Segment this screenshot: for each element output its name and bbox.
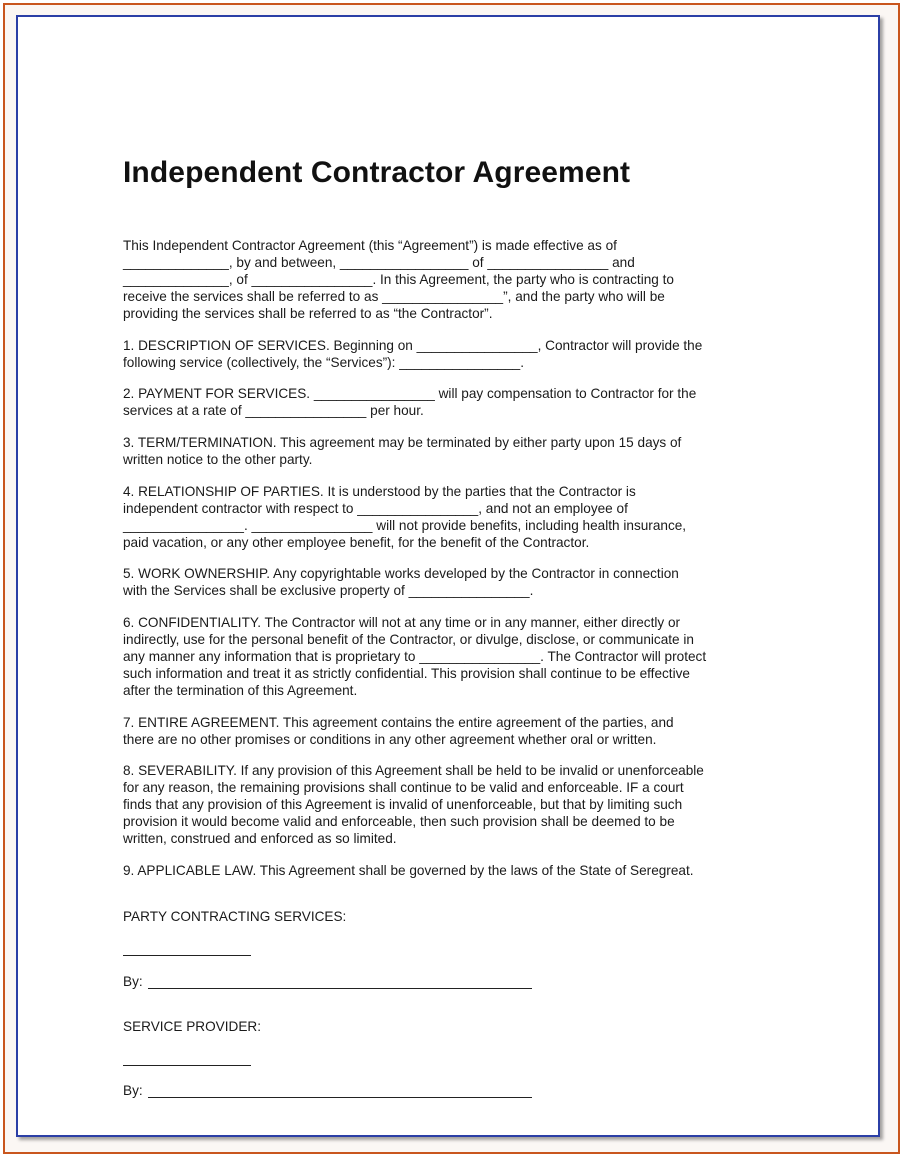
section-line: 3. TERM/TERMINATION. This agreement may be terminated by either party upon 15 days of (123, 435, 682, 450)
section-relationship-of-parties (123, 483, 763, 551)
section-line: 9. APPLICABLE LAW. This Agreement shall be governed by the laws of the State of Seregreat. (123, 863, 694, 878)
section-line: 7. ENTIRE AGREEMENT. This agreement contains the entire agreement of the parties, and (123, 715, 674, 730)
section-line: provision it would become valid and enforceable, then such provision shall be deemed to be (123, 814, 675, 829)
section-confidentiality (123, 614, 763, 699)
section-line: there are no other promises or conditions in any other agreement whether oral or written. (123, 732, 657, 747)
section-line: paid vacation, or any other employee benefit, for the benefit of the Contractor. (123, 535, 590, 550)
document-title: Independent Contractor Agreement (123, 156, 631, 189)
intro-paragraph (123, 237, 763, 322)
intro-line: This Independent Contractor Agreement (this “Agreement”) is made effective as of (123, 238, 617, 253)
section-line: for any reason, the remaining provisions shall continue to be valid and enforceable. IF a court (123, 780, 684, 795)
section-line: after the termination of this Agreement. (123, 683, 358, 698)
section-description-of-services (123, 337, 763, 371)
party-signature-line[interactable] (123, 955, 251, 956)
service-provider-label: SERVICE PROVIDER: (123, 1019, 261, 1034)
document-page (16, 15, 880, 1137)
section-line: 5. WORK OWNERSHIP. Any copyrightable works developed by the Contractor in connection (123, 566, 679, 581)
intro-line: providing the services shall be referred to as “the Contractor”. (123, 306, 493, 321)
section-entire-agreement (123, 714, 763, 748)
section-line: with the Services shall be exclusive property of ________________. (123, 583, 534, 598)
intro-line: ______________, by and between, _________________ of ________________ and (123, 255, 635, 270)
party-by-signature-line[interactable] (148, 988, 532, 989)
section-line: such information and treat it as strictly confidential. This provision shall continue to be effective (123, 666, 690, 681)
section-line: 2. PAYMENT FOR SERVICES. ________________ will pay compensation to Contractor for the (123, 386, 697, 401)
section-line: services at a rate of ________________ per hour. (123, 403, 424, 418)
section-line: indirectly, use for the personal benefit of the Contractor, or divulge, disclose, or communicate in (123, 632, 694, 647)
intro-line: ______________, of ________________. In this Agreement, the party who is contracting to (123, 272, 674, 287)
section-payment-for-services (123, 385, 763, 419)
intro-line: receive the services shall be referred to as ________________”, and the party who will be (123, 289, 665, 304)
section-line: finds that any provision of this Agreement is invalid of unenforceable, but that by limiting such (123, 797, 683, 812)
section-line: 6. CONFIDENTIALITY. The Contractor will not at any time or in any manner, either directly or (123, 615, 681, 630)
section-line: independent contractor with respect to ________________, and not an employee of (123, 501, 628, 516)
section-line: ________________. ________________ will not provide benefits, including health insurance, (123, 518, 687, 533)
section-line: following service (collectively, the “Services”): ________________. (123, 355, 524, 370)
section-severability (123, 762, 763, 847)
section-line: written, construed and enforced as so limited. (123, 831, 397, 846)
section-applicable-law (123, 862, 763, 879)
section-line: written notice to the other party. (123, 452, 313, 467)
section-work-ownership (123, 565, 763, 599)
section-line: 4. RELATIONSHIP OF PARTIES. It is understood by the parties that the Contractor is (123, 484, 636, 499)
provider-by-label: By: (123, 1083, 143, 1098)
section-term-termination (123, 434, 763, 468)
party-contracting-services-label: PARTY CONTRACTING SERVICES: (123, 909, 347, 924)
provider-by-signature-line[interactable] (148, 1097, 532, 1098)
party-by-label: By: (123, 974, 143, 989)
section-line: 8. SEVERABILITY. If any provision of this Agreement shall be held to be invalid or unenforceable (123, 763, 704, 778)
section-line: 1. DESCRIPTION OF SERVICES. Beginning on ________________, Contractor will provide the (123, 338, 703, 353)
section-line: any manner any information that is proprietary to ________________. The Contractor will protect (123, 649, 707, 664)
provider-signature-line[interactable] (123, 1065, 251, 1066)
